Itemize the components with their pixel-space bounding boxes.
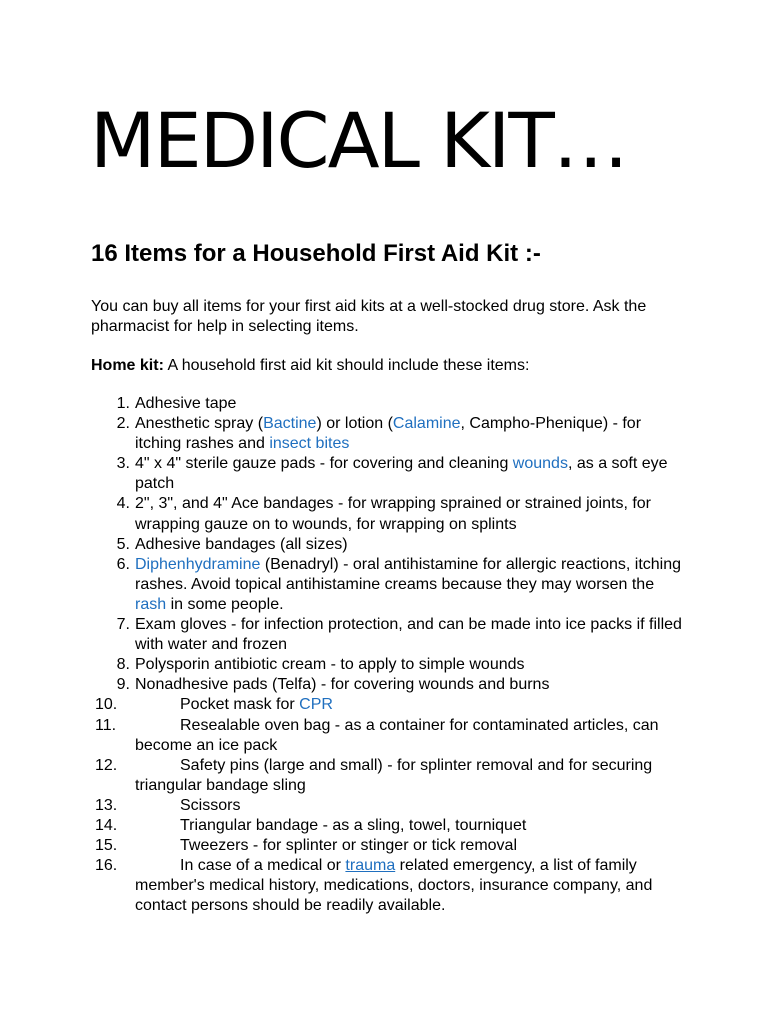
item-text: Nonadhesive pads (Telfa) - for covering wounds and burns <box>135 676 550 694</box>
list-item <box>0 454 685 494</box>
first-aid-item-list <box>0 394 768 916</box>
list-item-number: 8. <box>116 656 130 674</box>
list-item-number: 4. <box>116 495 130 513</box>
item-link[interactable]: Calamine <box>392 415 461 433</box>
item-text: In case of a medical or <box>180 857 346 875</box>
item-text: Tweezers - for splinter or stinger or tick removal <box>180 837 517 855</box>
item-text: , Campho-Phenique) - for itching rashes and <box>135 415 642 453</box>
item-text: in some people. <box>166 595 284 613</box>
list-item-number: 15. <box>95 837 118 855</box>
list-item <box>0 856 685 916</box>
list-item <box>0 716 685 756</box>
list-item <box>0 756 685 796</box>
list-item <box>0 394 685 414</box>
item-text: 2", 3", and 4" Ace bandages - for wrapping sprained or strained joints, for wrapping gauze on to wounds, for wrapping on splints <box>135 495 652 533</box>
item-text: related emergency, a list of family member's medical history, medications, doctors, insurance company, and contact persons should be readily available. <box>135 857 653 915</box>
list-item-number: 10. <box>95 696 118 714</box>
list-item <box>0 414 685 454</box>
list-item <box>0 816 685 836</box>
item-text: Adhesive tape <box>135 395 237 412</box>
list-item <box>0 675 685 695</box>
intro-paragraph: You can buy all items for your first aid kits at a well-stocked drug store. Ask the pharmacist for help in selecting items. <box>91 298 647 335</box>
item-text: Polysporin antibiotic cream - to apply to simple wounds <box>135 656 525 674</box>
item-link[interactable]: rash <box>135 595 167 613</box>
page-title: MEDICAL KIT… <box>90 96 627 185</box>
item-link[interactable]: Diphenhydramine <box>135 555 261 573</box>
list-item <box>0 535 685 555</box>
home-kit-text: A household first aid kit should include these items: <box>163 357 530 374</box>
list-item <box>0 555 685 615</box>
list-item-number: 5. <box>116 535 130 553</box>
list-item <box>0 836 685 856</box>
item-link[interactable]: wounds <box>512 455 568 473</box>
home-kit-paragraph <box>91 356 691 376</box>
home-kit-label: Home kit: <box>91 357 164 374</box>
item-text: Scissors <box>180 796 241 814</box>
item-text: Anesthetic spray ( <box>135 415 264 433</box>
list-item <box>0 615 685 655</box>
list-item <box>0 494 685 534</box>
item-text: Safety pins (large and small) - for splinter removal and for securing triangular bandage sling <box>135 756 653 794</box>
list-item-number: 12. <box>95 756 118 774</box>
section-heading: 16 Items for a Household First Aid Kit :- <box>91 240 541 267</box>
item-text: , as a soft eye patch <box>135 455 668 493</box>
list-item-number: 16. <box>95 857 118 875</box>
item-text: 4" x 4" sterile gauze pads - for covering and cleaning <box>135 455 513 473</box>
item-text: Resealable oven bag - as a container for contaminated articles, can become an ice pack <box>135 716 659 754</box>
list-item-number: 3. <box>116 455 130 473</box>
list-item <box>0 796 685 816</box>
list-item-number: 14. <box>95 816 118 834</box>
item-link[interactable]: insect bites <box>269 435 350 453</box>
item-link[interactable]: CPR <box>299 696 333 714</box>
list-item-number: 7. <box>116 616 130 634</box>
item-link[interactable]: Bactine <box>263 415 317 433</box>
item-text: Adhesive bandages (all sizes) <box>135 535 348 553</box>
item-text: Triangular bandage - as a sling, towel, tourniquet <box>180 816 527 834</box>
list-item-number: 9. <box>116 676 130 694</box>
list-item <box>0 655 685 675</box>
item-link[interactable]: trauma <box>345 857 396 875</box>
item-text: Exam gloves - for infection protection, and can be made into ice packs if filled with water and frozen <box>135 616 682 654</box>
item-text: (Benadryl) - oral antihistamine for allergic reactions, itching rashes. Avoid topical antihistamine creams because they may worsen the <box>135 555 682 593</box>
list-item-number: 11. <box>95 716 117 734</box>
list-item-number: 13. <box>95 796 118 814</box>
list-item <box>0 695 685 715</box>
list-item-number: 1. <box>116 395 130 412</box>
item-text: ) or lotion ( <box>316 415 393 433</box>
list-item-number: 6. <box>116 555 130 573</box>
list-item-number: 2. <box>116 415 130 433</box>
item-text: Pocket mask for <box>180 696 300 714</box>
